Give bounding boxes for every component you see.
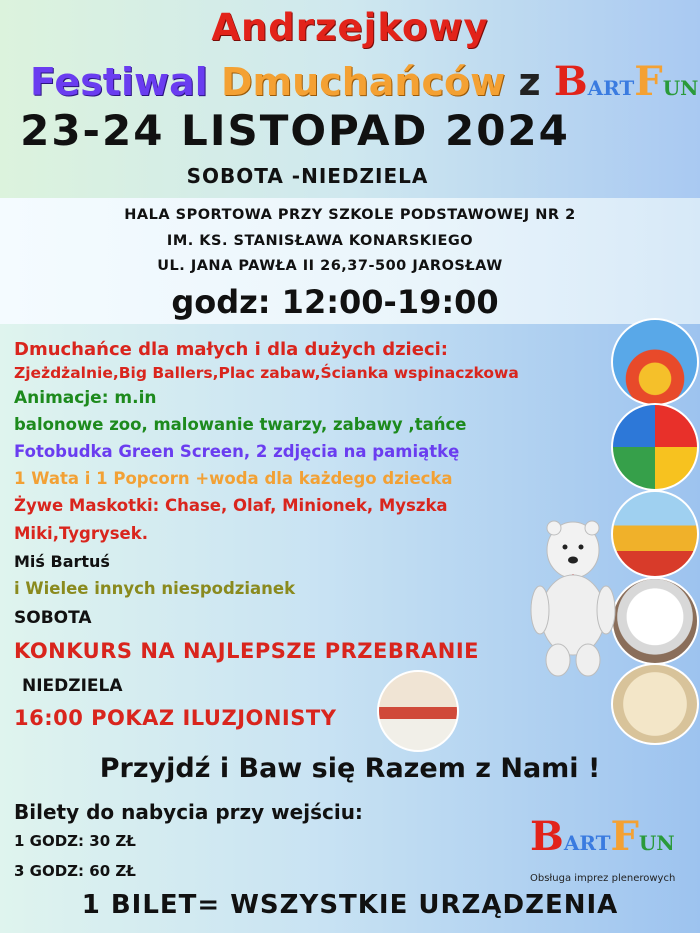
attraction-line: Miś Bartuś	[14, 552, 110, 571]
ticket-price-3h: 3 GODZ: 60 ZŁ	[14, 862, 136, 880]
address-line-2: IM. KS. STANISŁAWA KONARSKIEGO	[166, 233, 474, 249]
title-dmuchancow-word: Dmuchańców	[221, 60, 506, 104]
brand-letter: F	[634, 58, 663, 105]
brand-letter: B	[553, 58, 588, 105]
brand-letter: UN	[662, 76, 699, 100]
attraction-line: i Wielee innych niespodzianek	[14, 579, 296, 598]
bartfun-logo	[530, 815, 690, 884]
title-festiwal-word: Festiwal	[30, 60, 208, 104]
event-date: 23-24 LISTOPAD 2024	[20, 106, 570, 155]
logo-tagline: Obsługa imprez plenerowych	[530, 873, 676, 884]
popcorn-photo	[611, 663, 699, 745]
opening-hours: godz: 12:00-19:00	[171, 283, 499, 321]
magician-show-photo	[377, 670, 459, 752]
parachute-game-photo	[611, 403, 699, 491]
cotton-candy-photo	[611, 577, 699, 665]
footer-ticket-note: 1 BILET= WSZYSTKIE URZĄDZENIA	[81, 890, 619, 920]
brand-letter: B	[530, 813, 564, 860]
address-line-1: HALA SPORTOWA PRZY SZKOLE PODSTAWOWEJ NR 2	[124, 207, 576, 223]
brand-letter: ART	[563, 831, 611, 855]
attraction-line: balonowe zoo, malowanie twarzy, zabawy ,tańce	[14, 415, 467, 434]
title-festival	[30, 58, 698, 105]
sunday-label: NIEDZIELA	[22, 676, 123, 696]
address-line-3: UL. JANA PAWŁA II 26,37-500 JAROSŁAW	[157, 258, 503, 274]
attraction-line: Zjeżdżalnie,Big Ballers,Plac zabaw,Ścianka wspinaczkowa	[14, 364, 519, 382]
bouncy-slide-photo	[611, 318, 699, 406]
call-to-action: Przyjdź i Baw się Razem z Nami !	[99, 753, 601, 784]
tickets-heading: Bilety do nabycia przy wejściu:	[14, 800, 363, 824]
polar-bear-mascot-image	[528, 510, 618, 680]
attraction-line: Dmuchańce dla małych i dla dużych dzieci:	[14, 339, 448, 360]
ticket-price-1h: 1 GODZ: 30 ZŁ	[14, 832, 136, 850]
brand-letter: UN	[638, 831, 675, 855]
attraction-line: Miki,Tygrysek.	[14, 524, 148, 543]
attraction-line: Fotobudka Green Screen, 2 zdjęcia na pamiątkę	[14, 442, 460, 461]
brand-letter: F	[610, 813, 639, 860]
bartfun-logo-wordmark	[530, 815, 675, 865]
bouncy-castle-photo	[611, 490, 699, 578]
attraction-line: Żywe Maskotki: Chase, Olaf, Minionek, Myszka	[14, 496, 448, 515]
sunday-event: 16:00 POKAZ ILUZJONISTY	[14, 706, 337, 730]
event-days: SOBOTA -NIEDZIELA	[186, 164, 429, 188]
title-z-word: z	[518, 60, 541, 104]
title-andrzejkowy: Andrzejkowy	[211, 6, 489, 49]
saturday-label: SOBOTA	[14, 608, 92, 628]
bartfun-logo-header	[554, 58, 699, 105]
attraction-line: Animacje: m.in	[14, 388, 157, 408]
saturday-event: KONKURS NA NAJLEPSZE PRZEBRANIE	[14, 639, 480, 663]
attraction-line: 1 Wata i 1 Popcorn +woda dla każdego dziecka	[14, 469, 453, 488]
brand-letter: ART	[587, 76, 635, 100]
